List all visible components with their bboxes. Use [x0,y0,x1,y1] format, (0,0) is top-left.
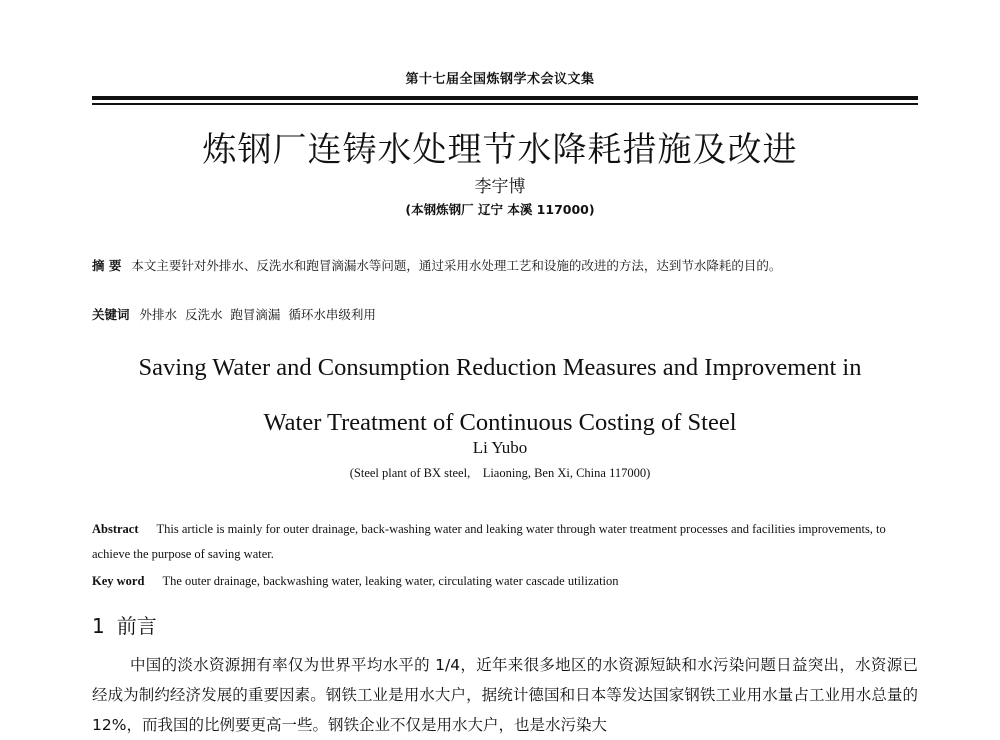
author-english: Li Yubo [472,438,528,457]
section-1-title: 前言 [116,614,157,638]
title-english-line-1: Saving Water and Consumption Reduction Measures and Improvement in [138,354,862,381]
keywords-english-label: Key word [92,574,145,588]
abstract-chinese [92,253,918,278]
affiliation-english: (Steel plant of BX steel, Liaoning, Ben Xi, China 117000) [349,466,651,480]
keywords-chinese-label: 关键词 [92,307,130,322]
title-english-line-2: Water Treatment of Continuous Costing of Steel [263,409,737,436]
abstract-english-label: Abstract [92,522,139,536]
header-rule-thin [92,103,918,105]
title-english [0,340,1000,450]
abstract-english [92,517,918,567]
keywords-chinese [92,305,376,323]
affiliation-chinese: (本钢炼钢厂 辽宁 本溪 117000) [405,202,595,217]
header-rule-thick [92,96,918,100]
section-1-heading [92,610,157,639]
section-1-number: 1 [92,614,105,638]
keywords-chinese-text: 外排水 反洗水 跑冒滴漏 循环水串级利用 [139,307,376,322]
section-1-paragraph: 中国的淡水资源拥有率仅为世界平均水平的 1/4，近年来很多地区的水资源短缺和水污染问题日益突出，水资源已经成为制约经济发展的重要因素。钢铁工业是用水大户，据统计德国和日本等发达国家钢铁工业用水量占工业用水总量的 12%，而我国的比例要更高一些。钢铁企业不仅是用水大户，也是水污染大 [92,656,918,734]
keywords-english [92,574,619,589]
abstract-chinese-text: 本文主要针对外排水、反洗水和跑冒滴漏水等问题，通过采用水处理工艺和设施的改进的方法，达到节水降耗的目的。 [131,258,782,273]
running-header: 第十七届全国炼钢学术会议文集 [405,72,595,87]
title-chinese: 炼钢厂连铸水处理节水降耗措施及改进 [202,130,798,170]
abstract-english-text: This article is mainly for outer drainage, back-washing water and leaking water through water treatment processes and facilities improvements, to achieve the purpose of saving water. [92,522,886,561]
keywords-english-text: The outer drainage, backwashing water, leaking water, circulating water cascade utilization [162,574,619,588]
author-chinese: 李宇博 [474,177,526,197]
abstract-chinese-label: 摘 要 [92,258,122,273]
